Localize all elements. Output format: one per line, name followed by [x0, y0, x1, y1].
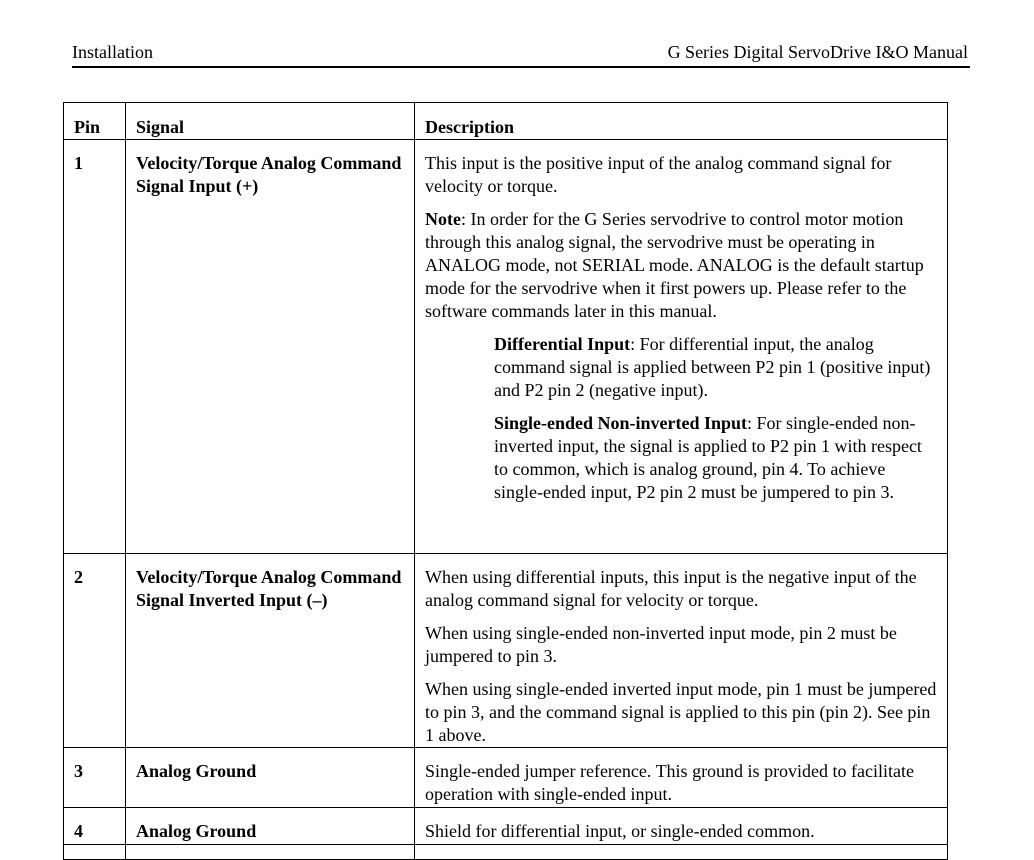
pin-number: 2 [64, 554, 126, 748]
table-row [64, 748, 948, 808]
description-paragraph: Shield for differential input, or single-ended common. [425, 821, 815, 841]
table-row [64, 140, 948, 554]
description-cell [415, 140, 948, 554]
note-paragraph [425, 208, 937, 323]
pin-signal-table [63, 102, 948, 860]
table-row [64, 808, 948, 845]
single-ended-input-text: : For single-ended non-inverted input, the signal is applied to P2 pin 1 with respect to common, which is analog ground, pin 4. To achieve single-ended input, P2 pin 2 must be jumpered to pin 3. [494, 413, 922, 502]
note-label: Note [425, 209, 461, 229]
single-ended-input-paragraph [494, 412, 937, 504]
manual-title: G Series Digital ServoDrive I&O Manual [667, 42, 968, 62]
description-paragraph: Single-ended jumper reference. This ground is provided to facilitate operation with single-ended input. [425, 761, 915, 804]
page-header [72, 40, 970, 68]
differential-input-paragraph [494, 333, 937, 402]
signal-name: Analog Ground [126, 748, 415, 808]
description-cell [415, 554, 948, 748]
empty-cell [64, 845, 126, 860]
signal-name: Analog Ground [126, 808, 415, 845]
signal-name: Velocity/Torque Analog Command Signal Input (+) [126, 140, 415, 554]
table-row-continued [64, 845, 948, 860]
description-paragraph: When using differential inputs, this input is the negative input of the analog command signal for velocity or torque. [425, 567, 917, 610]
description-cell [415, 808, 948, 845]
table-header-row [64, 103, 948, 140]
empty-cell [126, 845, 415, 860]
description-cell [415, 748, 948, 808]
description-paragraph: When using single-ended inverted input mode, pin 1 must be jumpered to pin 3, and the command signal is applied to this pin (pin 2). See pin 1 above. [425, 679, 937, 745]
column-header-signal: Signal [126, 103, 415, 140]
description-paragraph: This input is the positive input of the analog command signal for velocity or torque. [425, 153, 892, 196]
column-header-pin: Pin [64, 103, 126, 140]
table-row [64, 554, 948, 748]
signal-name: Velocity/Torque Analog Command Signal Inverted Input (–) [126, 554, 415, 748]
differential-input-text: : For differential input, the analog command signal is applied between P2 pin 1 (positive input) and P2 pin 2 (negative input). [494, 334, 931, 400]
pin-number: 3 [64, 748, 126, 808]
description-paragraph: When using single-ended non-inverted input mode, pin 2 must be jumpered to pin 3. [425, 623, 897, 666]
column-header-description: Description [415, 103, 948, 140]
section-title: Installation [72, 42, 153, 62]
pin-number: 4 [64, 808, 126, 845]
differential-input-label: Differential Input [494, 334, 631, 354]
pin-number: 1 [64, 140, 126, 554]
note-text: : In order for the G Series servodrive to control motor motion through this analog signal, the servodrive must be operating in ANALOG mode, not SERIAL mode. ANALOG is the default startup mode for the servodrive when it first powers up. Please refer to the software commands later in this manual. [425, 209, 924, 321]
single-ended-input-label: Single-ended Non-inverted Input [494, 413, 748, 433]
empty-cell [415, 845, 948, 860]
